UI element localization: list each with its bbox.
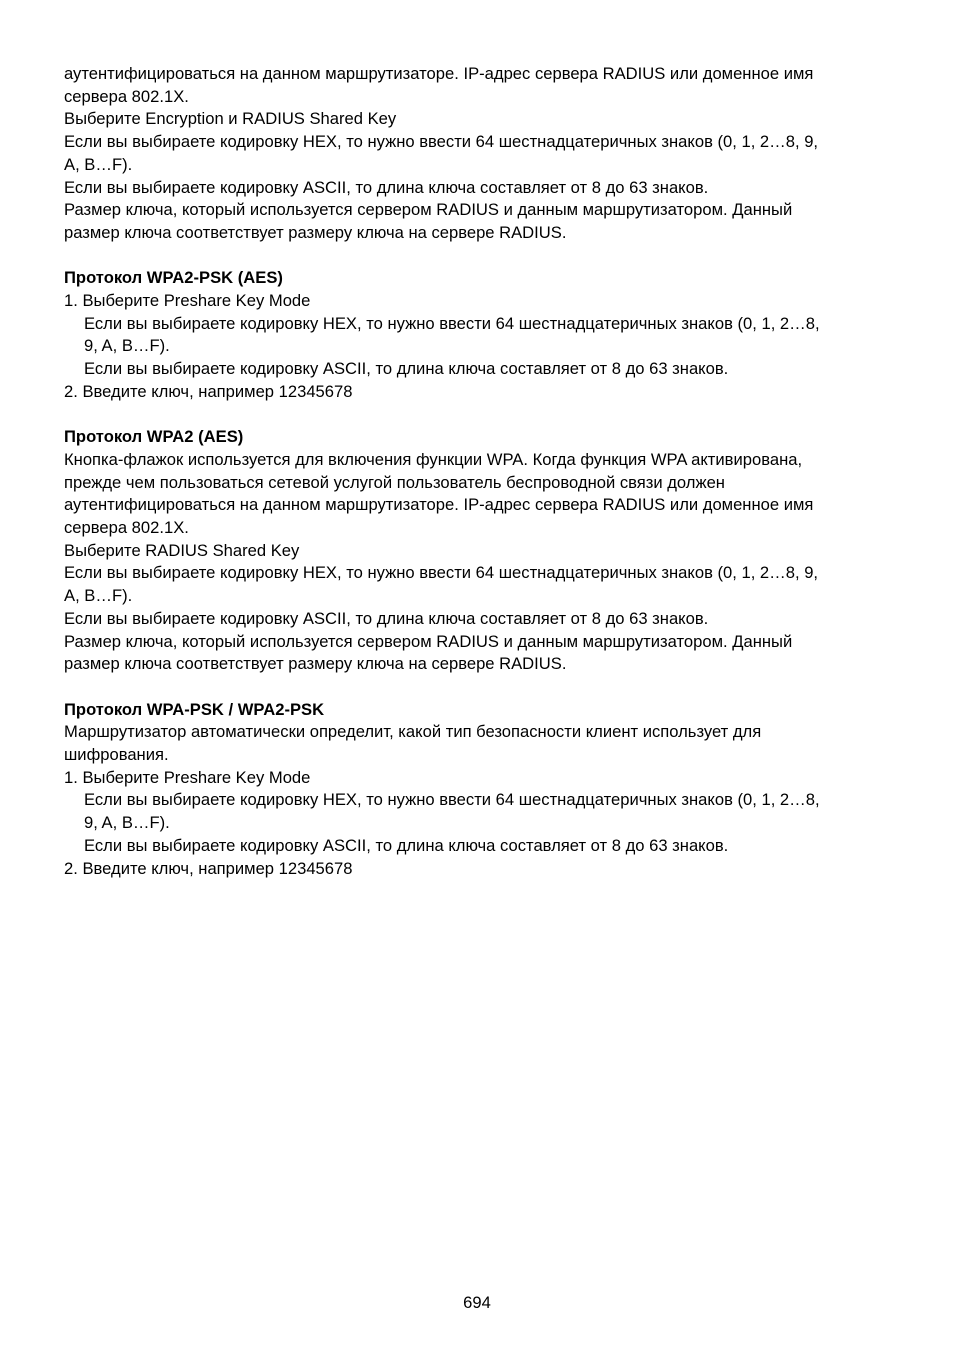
text-line: A, B…F). [64,154,133,174]
list-item-detail: 9, A, B…F). [84,336,170,356]
text-line: размер ключа соответствует размеру ключа на сервере RADIUS. [64,654,567,674]
paragraph-spacer [64,404,904,427]
paragraph-spacer [64,676,904,699]
section-wpa2-psk-aes [64,267,904,403]
text-line: Если вы выбираете кодировку HEX, то нужно ввести 64 шестнадцатеричных знаков (0, 1, 2…8, 9, [64,132,819,152]
text-line: сервера 802.1X. [64,86,189,106]
section-heading: Протокол WPA2-PSK (AES) [64,268,283,288]
list-item: 1. Выберите Preshare Key Mode [64,767,311,787]
text-line: Если вы выбираете кодировку ASCII, то длина ключа составляет от 8 до 63 знаков. [64,608,709,628]
text-line: Если вы выбираете кодировку ASCII, то длина ключа составляет от 8 до 63 знаков. [64,177,709,197]
list-item-detail: Если вы выбираете кодировку ASCII, то длина ключа составляет от 8 до 63 знаков. [84,835,729,855]
section-heading: Протокол WPA-PSK / WPA2-PSK [64,699,325,719]
text-line: Маршрутизатор автоматически определит, какой тип безопасности клиент использует для [64,722,762,742]
list-item: 2. Введите ключ, например 12345678 [64,858,353,878]
document-body [64,63,904,880]
section-wpa2-aes [64,426,904,676]
page-number: 694 [463,1293,491,1312]
text-line: Выберите Encryption и RADIUS Shared Key [64,109,397,129]
text-line: аутентифицироваться на данном маршрутизаторе. IP-адрес сервера RADIUS или доменное имя [64,495,814,515]
text-line: A, B…F). [64,586,133,606]
list-item: 1. Выберите Preshare Key Mode [64,291,311,311]
text-line: размер ключа соответствует размеру ключа на сервере RADIUS. [64,222,567,242]
text-line: прежде чем пользоваться сетевой услугой пользователь беспроводной связи должен [64,472,725,492]
list-item-detail: Если вы выбираете кодировку HEX, то нужно ввести 64 шестнадцатеричных знаков (0, 1, 2…8, [84,790,820,810]
section-wpa-psk-wpa2-psk [64,699,904,881]
list-item: 2. Введите ключ, например 12345678 [64,381,353,401]
list-item-detail: Если вы выбираете кодировку HEX, то нужно ввести 64 шестнадцатеричных знаков (0, 1, 2…8, [84,313,820,333]
text-line: Размер ключа, который используется сервером RADIUS и данным маршрутизатором. Данный [64,200,793,220]
intro-paragraph [64,63,904,245]
paragraph-spacer [64,245,904,268]
text-line: сервера 802.1X. [64,518,189,538]
list-item-detail: Если вы выбираете кодировку ASCII, то длина ключа составляет от 8 до 63 знаков. [84,359,729,379]
text-line: аутентифицироваться на данном маршрутизаторе. IP-адрес сервера RADIUS или доменное имя [64,64,814,83]
section-heading: Протокол WPA2 (AES) [64,427,244,447]
list-item-detail: 9, A, B…F). [84,813,170,833]
text-line: Размер ключа, который используется сервером RADIUS и данным маршрутизатором. Данный [64,631,793,651]
text-line: шифрования. [64,745,169,765]
text-line: Если вы выбираете кодировку HEX, то нужно ввести 64 шестнадцатеричных знаков (0, 1, 2…8, 9, [64,563,819,583]
text-line: Кнопка-флажок используется для включения функции WPA. Когда функция WPA активирована, [64,449,803,469]
text-line: Выберите RADIUS Shared Key [64,540,300,560]
